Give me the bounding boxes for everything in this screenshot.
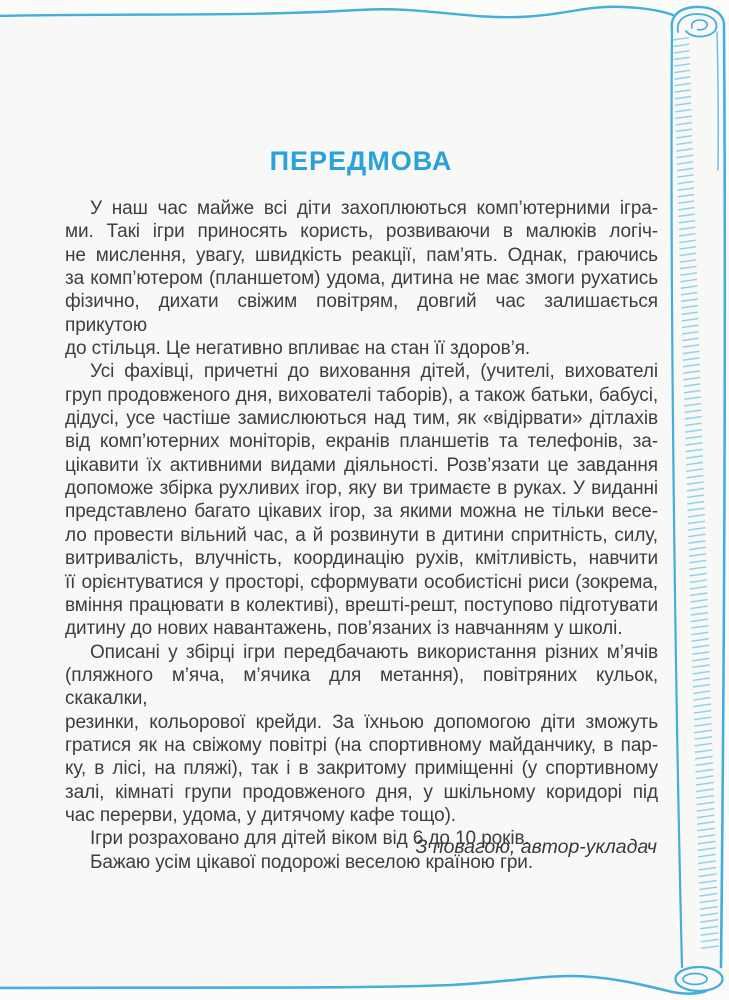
outside-right-fill (721, 24, 729, 967)
text-line: за комп’ютером (планшетом) удома, дитина не має змоги рухатись (65, 268, 658, 290)
text-line: її орієнтуватися у просторі, сформувати особистісні риси (зокрема, (65, 571, 658, 593)
roll-top-spiral-outer (672, 7, 724, 30)
text-line: витривалість, влучність, координацію рухів, кмітливість, навчити (65, 548, 658, 570)
text-line: не мислення, увагу, швидкість реакції, пам’ять. Однак, граючись (65, 244, 658, 266)
text-line: дідусі, усе частіше замислюються над тим, як «відірвати» дітлахів (65, 408, 658, 430)
text-line: У наш час майже всі діти захоплюються комп’ютерними ігра- (90, 198, 658, 219)
page-title: ПЕРЕДМОВА (269, 146, 453, 176)
text-line: від комп’ютерних моніторів, екранів планшетів та телефонів, за- (65, 431, 658, 453)
text-line: до стільця. Це негативно впливає на стан її здоров’я. (65, 338, 531, 360)
text-line: час перерви, удома, у дитячому кафе тощо). (65, 804, 456, 826)
roll-top-spiral-middle (678, 14, 717, 37)
text-line: Бажаю усім цікавої подорожі веселою країною гри. (90, 851, 533, 873)
text-line: залі, кімнаті групи продовженого дня, у шкільному коридорі під (65, 781, 658, 803)
text-line: груп продовженого дня, вихователі таборів), а також батьки, бабусі, (65, 384, 658, 406)
text-line: (пляжного м’яча, м’ячика для метання), повітряних кульок, скакалки, (65, 664, 658, 710)
roll-right-inner-line (717, 32, 718, 170)
text-line: допоможе збірка рухливих ігор, яку ви тримаєте в руках. У виданні (65, 478, 658, 500)
paragraph (65, 641, 658, 828)
roll-right-edge (721, 24, 725, 967)
text-line: дитину до нових навантажень, пов’язаних із навчанням у школі. (65, 618, 623, 640)
text-line: ло провести вільний час, а й розвинути в дитини спритність, силу, (65, 524, 658, 546)
roll-bottom-ellipse-outer (676, 967, 723, 991)
roll-bottom-ellipse-inner (683, 974, 707, 985)
outside-top-fill (0, 0, 729, 24)
top-edge-line (0, 7, 673, 17)
text-line: ку, в лісі, на пляжі), так і в закритому приміщенні (у спортивному (65, 758, 658, 780)
text-line: цікавити їх активними видами діяльності. Розв’язати це завдання (65, 454, 658, 476)
paragraph (65, 360, 658, 640)
text-line: Описані у збірці ігри передбачають використання різних м’ячів (90, 641, 658, 663)
text-line: Ігри розраховано для дітей віком від 6 до 10 років. (90, 828, 530, 850)
text-line: гратися як на свіжому повітрі (на спортивному майданчику, в пар- (65, 734, 658, 756)
outside-bottom-fill (0, 976, 729, 1000)
paragraph (65, 197, 658, 360)
text-line: фізично, дихати свіжим повітрям, довгий час залишається прикутою (65, 291, 658, 336)
text-line: ми. Такі ігри приносять користь, розвиваючи в малюків логіч- (65, 221, 658, 243)
roll-top-spiral-inner (692, 20, 708, 30)
bottom-edge-line (0, 976, 706, 994)
text-line: Усі фахівці, причетні до виховання дітей, (учителі, вихователі (90, 361, 658, 383)
author-signature: З повагою, автор-укладач (415, 836, 657, 858)
text-line: вміння працювати в колективі), врешті-решт, поступово підготувати (65, 594, 658, 616)
roll-left-edge (672, 30, 682, 967)
text-line: резинки, кольорової крейди. За їхньою допомогою діти зможуть (65, 711, 658, 733)
roll-hatching (673, 36, 719, 950)
text-line: представлено багато цікавих ігор, за якими можна не тільки весе- (65, 501, 658, 523)
preface-body-text (65, 197, 658, 874)
